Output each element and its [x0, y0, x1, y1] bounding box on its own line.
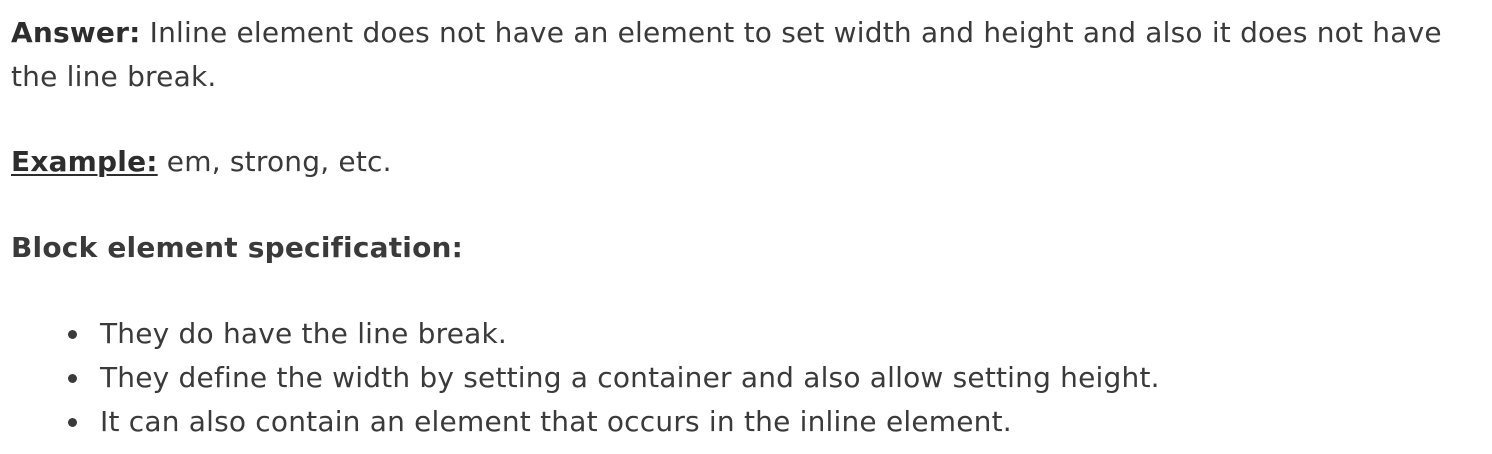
answer-text: Inline element does not have an element to set width and height and also it does not have the line break. [11, 16, 1442, 93]
answer-paragraph [11, 11, 1491, 99]
bullet-icon [68, 374, 77, 383]
block-spec-list [0, 312, 1480, 444]
list-item-text: It can also contain an element that occurs in the inline element. [100, 405, 1012, 438]
example-label: Example: [11, 145, 158, 178]
block-element-heading: Block element specification: [11, 231, 464, 264]
list-item [0, 356, 1480, 400]
list-item [0, 312, 1480, 356]
answer-label: Answer: [11, 16, 141, 49]
list-item-text: They define the width by setting a container and also allow setting height. [100, 361, 1160, 394]
list-item [0, 400, 1480, 444]
list-item-text: They do have the line break. [100, 317, 508, 350]
bullet-icon [68, 330, 77, 339]
example-paragraph [11, 140, 1491, 184]
example-text: em, strong, etc. [157, 145, 392, 178]
bullet-icon [68, 418, 77, 427]
